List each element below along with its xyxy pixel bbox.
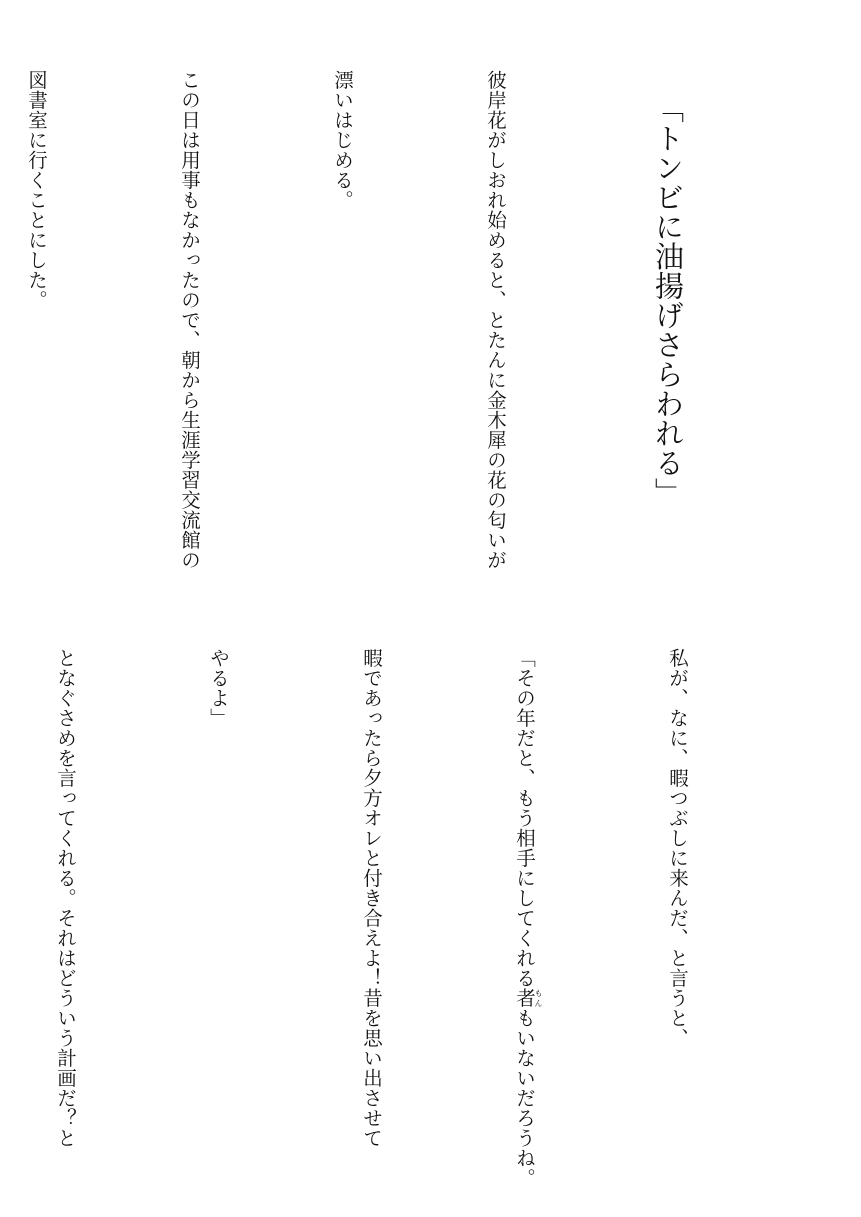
story-bottom-block [0, 648, 805, 1188]
story-line: 彼岸花がしおれ始めると、とたんに金木犀の花の匂いが [484, 70, 507, 570]
story-line: 漂いはじめる。 [331, 70, 354, 210]
story-line: 私が、なに、暇つぶしに来んだ、と言うと、 [666, 648, 689, 1048]
story-line: やるよ」 [207, 648, 230, 728]
ruby-annotation: 者もん [513, 988, 543, 1008]
story-top-block [0, 70, 805, 590]
story-line: 図書室に行くことにした。 [25, 70, 48, 310]
ruby-reading: もん [534, 988, 543, 1008]
story-title: 「トンビに油揚げさらわれる」 [651, 94, 685, 507]
story-line: 暇であったら夕方オレと付き合えよ！昔を思い出させて [360, 648, 383, 1148]
story-line: 「その年だと、もう相手にしてくれる者もんもいないだろうね。 [513, 648, 543, 1188]
story-line: となぐさめを言ってくれる。それはどういう計画だ？と [54, 648, 77, 1148]
story-line: この日は用事もなかったので、朝から生涯学習交流館の [178, 70, 201, 570]
